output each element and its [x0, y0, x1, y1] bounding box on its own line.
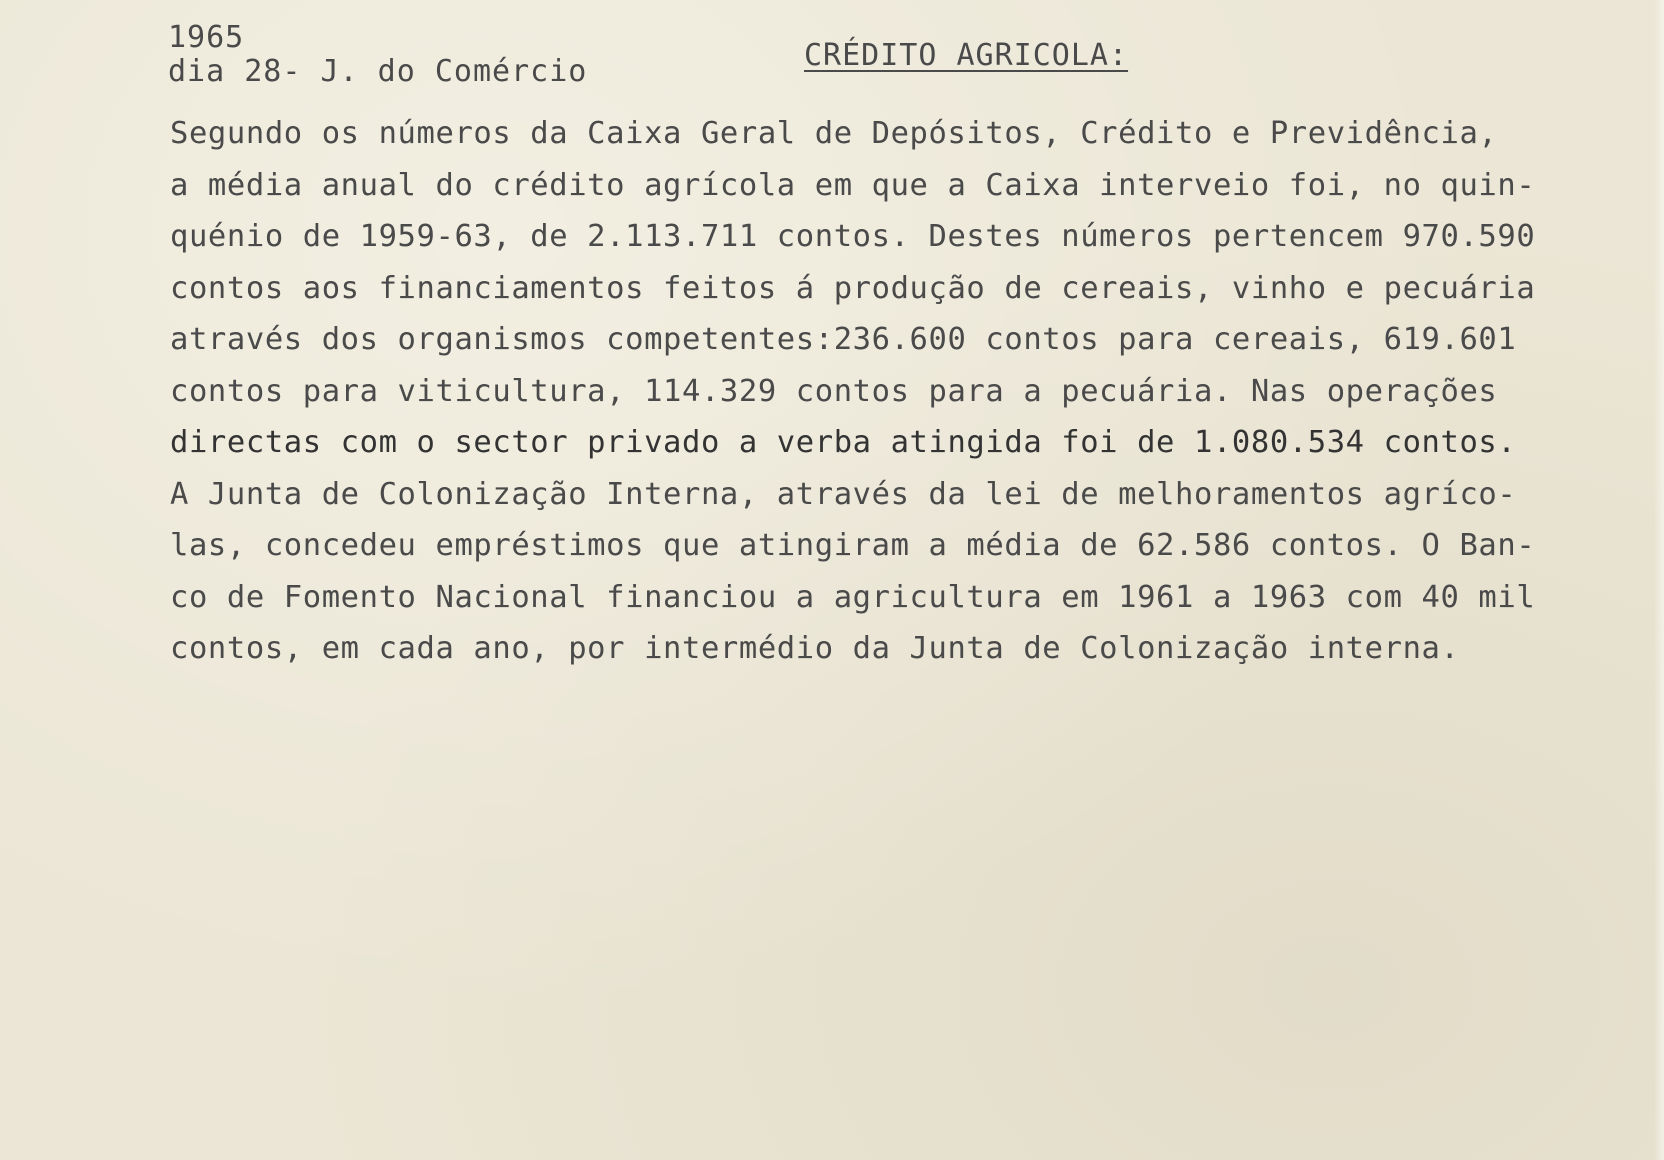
body-paragraph: [170, 108, 1650, 675]
text-line-3: quénio de 1959-63, de 2.113.711 contos. Destes números pertencem 970.590: [170, 219, 1536, 254]
text-line-10: co de Fomento Nacional financiou a agricultura em 1961 a 1963 com 40 mil: [170, 579, 1536, 615]
paper-edge: [1654, 0, 1664, 1160]
text-line-6: contos para viticultura, 114.329 contos para a pecuária. Nas operações: [170, 373, 1498, 409]
header-year: 1965: [168, 20, 245, 55]
text-line-9: las, concedeu empréstimos que atingiram a média de 62.586 contos. O Ban-: [170, 528, 1536, 563]
header-source: dia 28- J. do Comércio: [168, 54, 588, 89]
text-line-4: contos aos financiamentos feitos á produção de cereais, vinho e pecuária: [170, 270, 1536, 306]
text-line-11: contos, em cada ano, por intermédio da Junta de Colonização interna.: [170, 631, 1460, 666]
text-line-7: directas com o sector privado a verba atingida foi de 1.080.534 contos.: [170, 425, 1517, 460]
text-line-2: a média anual do crédito agrícola em que a Caixa interveio foi, no quin-: [170, 167, 1536, 203]
text-line-8: A Junta de Colonização Interna, através da lei de melhoramentos agríco-: [170, 476, 1517, 512]
text-line-1: Segundo os números da Caixa Geral de Depósitos, Crédito e Previdência,: [170, 116, 1498, 151]
text-line-5: através dos organismos competentes:236.600 contos para cereais, 619.601: [170, 322, 1517, 357]
document-title: CRÉDITO AGRICOLA:: [804, 38, 1129, 73]
